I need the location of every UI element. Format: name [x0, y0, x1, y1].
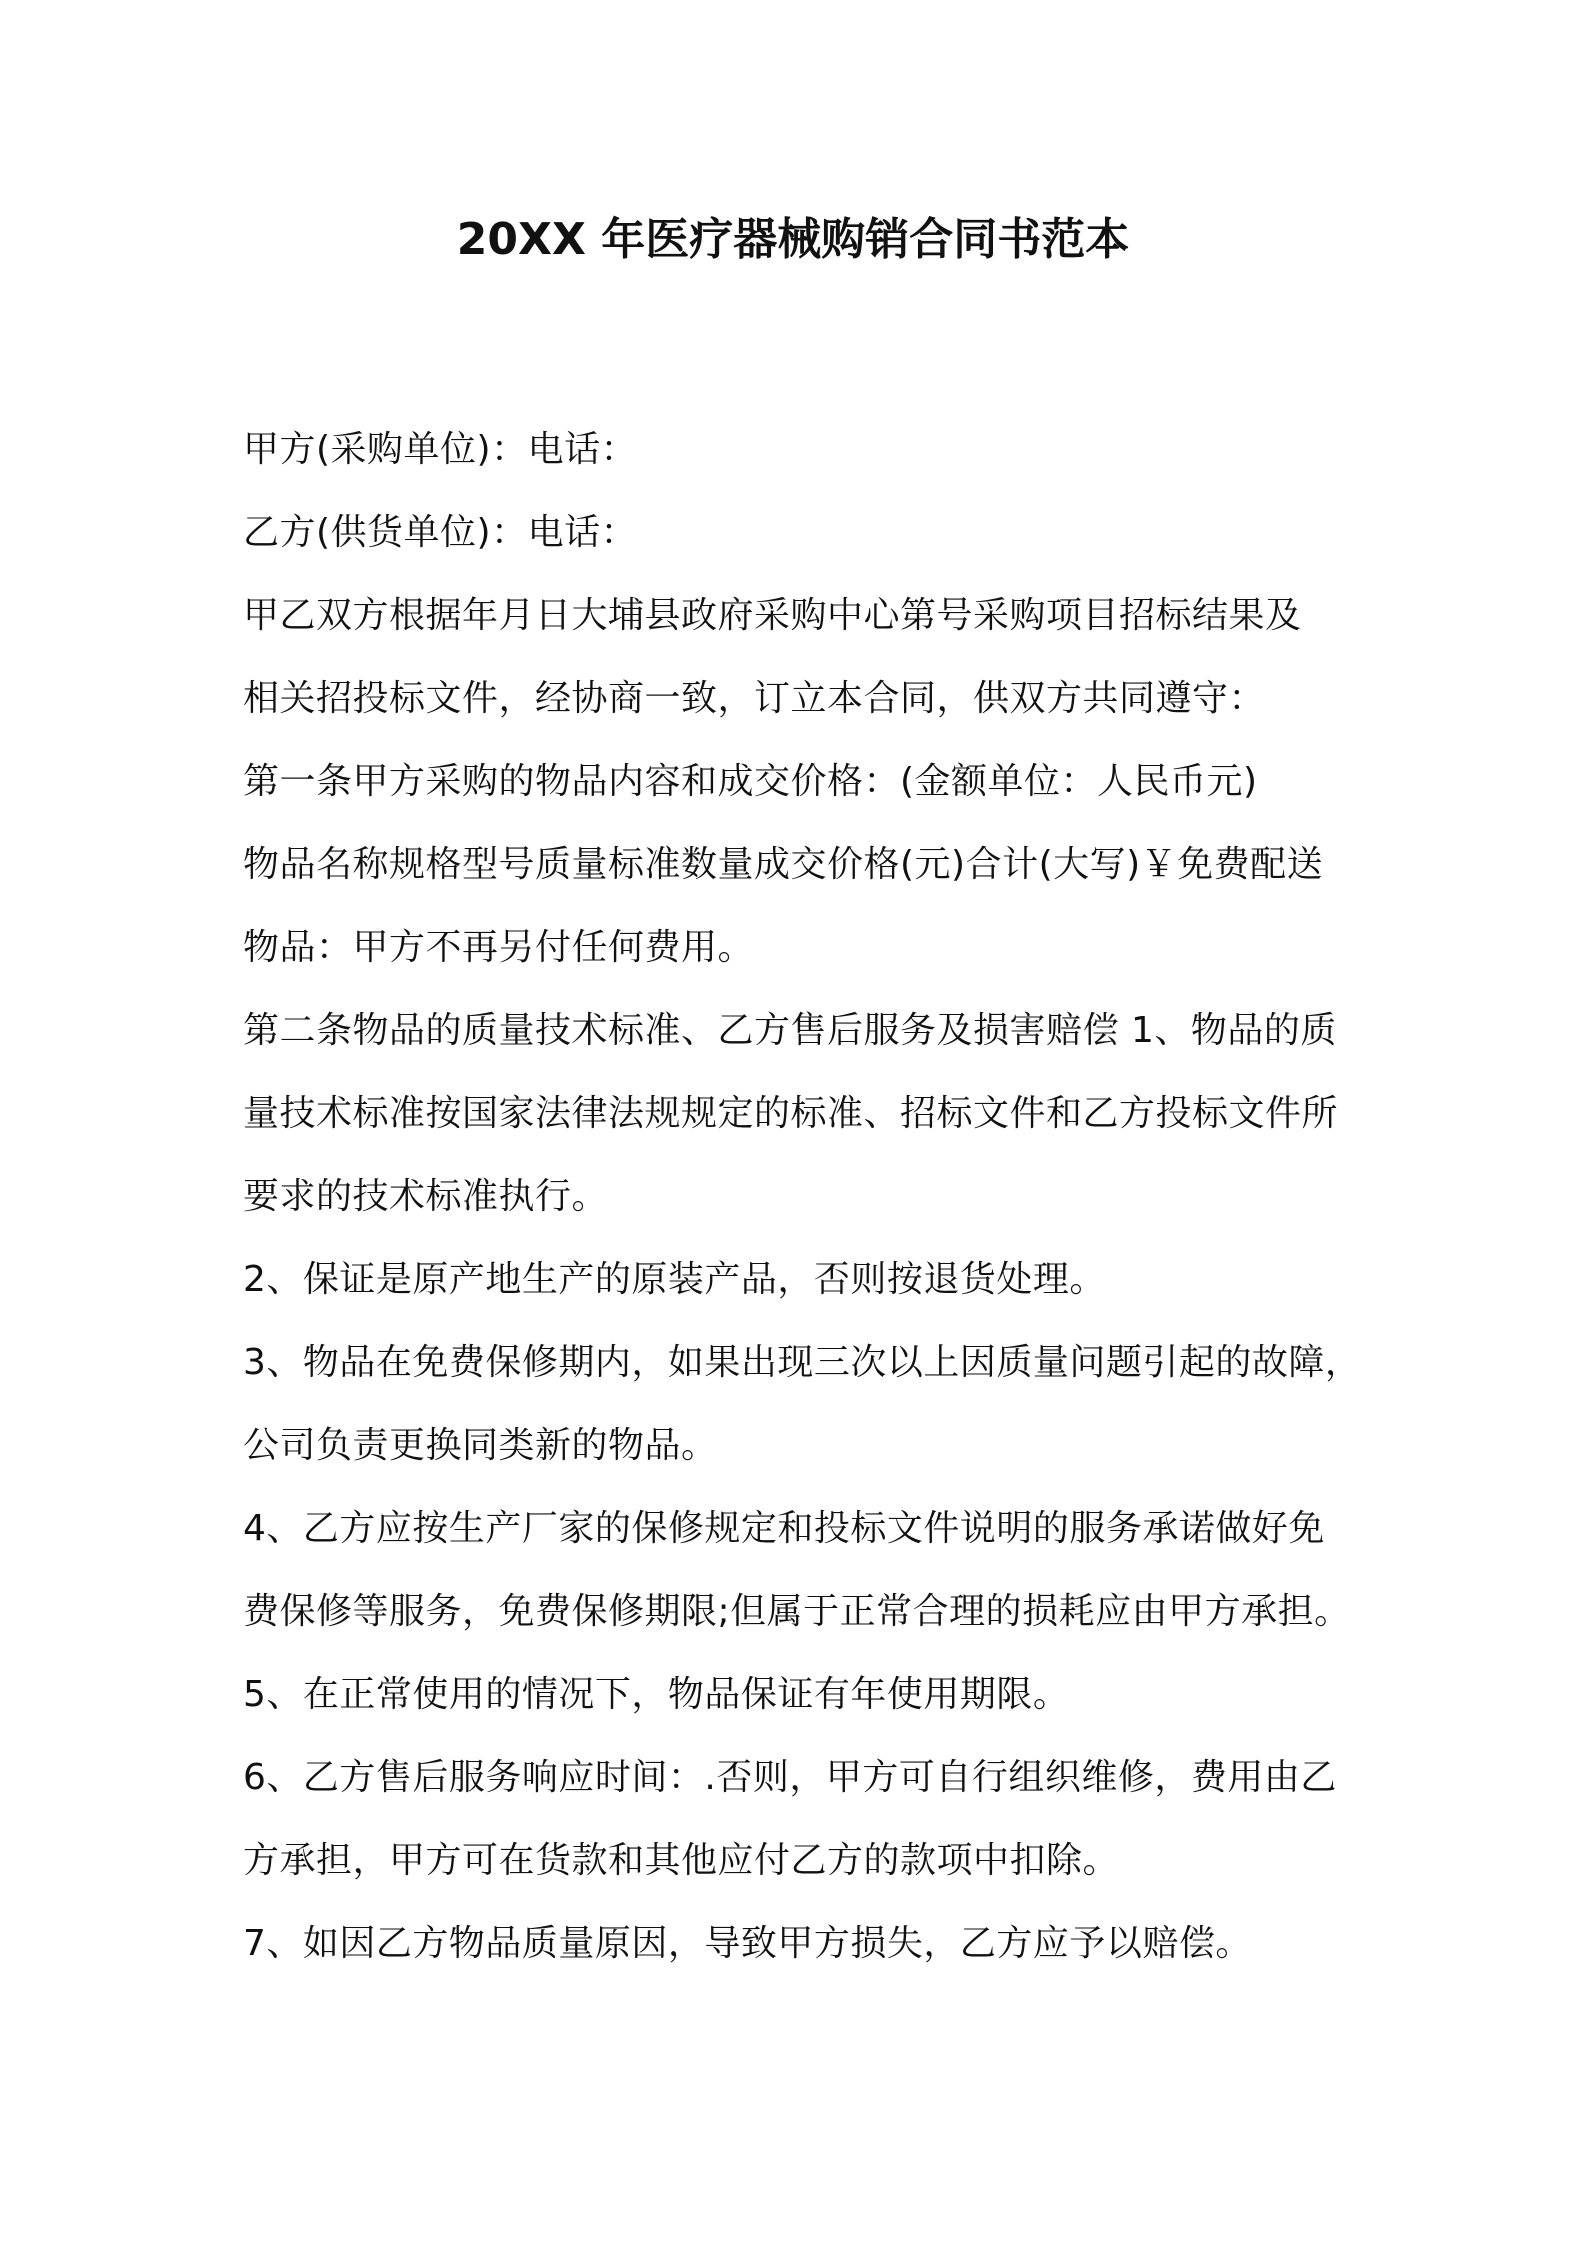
article-two-heading: 第二条物品的质量技术标准、乙方售后服务及损害赔偿 1、物品的质 — [243, 1010, 1337, 1051]
paragraph-line: 物品名称规格型号质量标准数量成交价格(元)合计(大写)￥免费配送 — [243, 844, 1324, 885]
document-title: 20XX 年医疗器械购销合同书范本 — [456, 214, 1130, 265]
paragraph-line: 甲乙双方根据年月日大埔县政府采购中心第号采购项目招标结果及 — [243, 595, 1302, 636]
clause-2: 2、保证是原产地生产的原装产品，否则按退货处理。 — [243, 1259, 1106, 1300]
party-b-line: 乙方(供货单位)：电话： — [243, 512, 638, 553]
paragraph-line: 费保修等服务，免费保修期限;但属于正常合理的损耗应由甲方承担。 — [243, 1591, 1351, 1632]
party-a-line: 甲方(采购单位)：电话： — [243, 429, 638, 470]
paragraph-line: 方承担，甲方可在货款和其他应付乙方的款项中扣除。 — [243, 1840, 1120, 1881]
clause-4: 4、乙方应按生产厂家的保修规定和投标文件说明的服务承诺做好免 — [243, 1508, 1325, 1549]
clause-6: 6、乙方售后服务响应时间：.否则，甲方可自行组织维修，费用由乙 — [243, 1757, 1337, 1798]
clause-3: 3、物品在免费保修期内，如果出现三次以上因质量问题引起的故障， — [243, 1342, 1362, 1383]
paragraph-line: 相关招投标文件，经协商一致，订立本合同，供双方共同遵守： — [243, 678, 1266, 719]
paragraph-line: 要求的技术标准执行。 — [243, 1176, 609, 1217]
document-body — [243, 408, 1373, 1985]
article-one-heading: 第一条甲方采购的物品内容和成交价格：(金额单位：人民币元) — [243, 761, 1258, 802]
paragraph-line: 物品：甲方不再另付任何费用。 — [243, 927, 755, 968]
clause-7: 7、如因乙方物品质量原因，导致甲方损失，乙方应予以赔偿。 — [243, 1923, 1252, 1964]
clause-5: 5、在正常使用的情况下，物品保证有年使用期限。 — [243, 1674, 1070, 1715]
paragraph-line: 量技术标准按国家法律法规规定的标准、招标文件和乙方投标文件所 — [243, 1093, 1339, 1134]
paragraph-line: 公司负责更换同类新的物品。 — [243, 1425, 718, 1466]
